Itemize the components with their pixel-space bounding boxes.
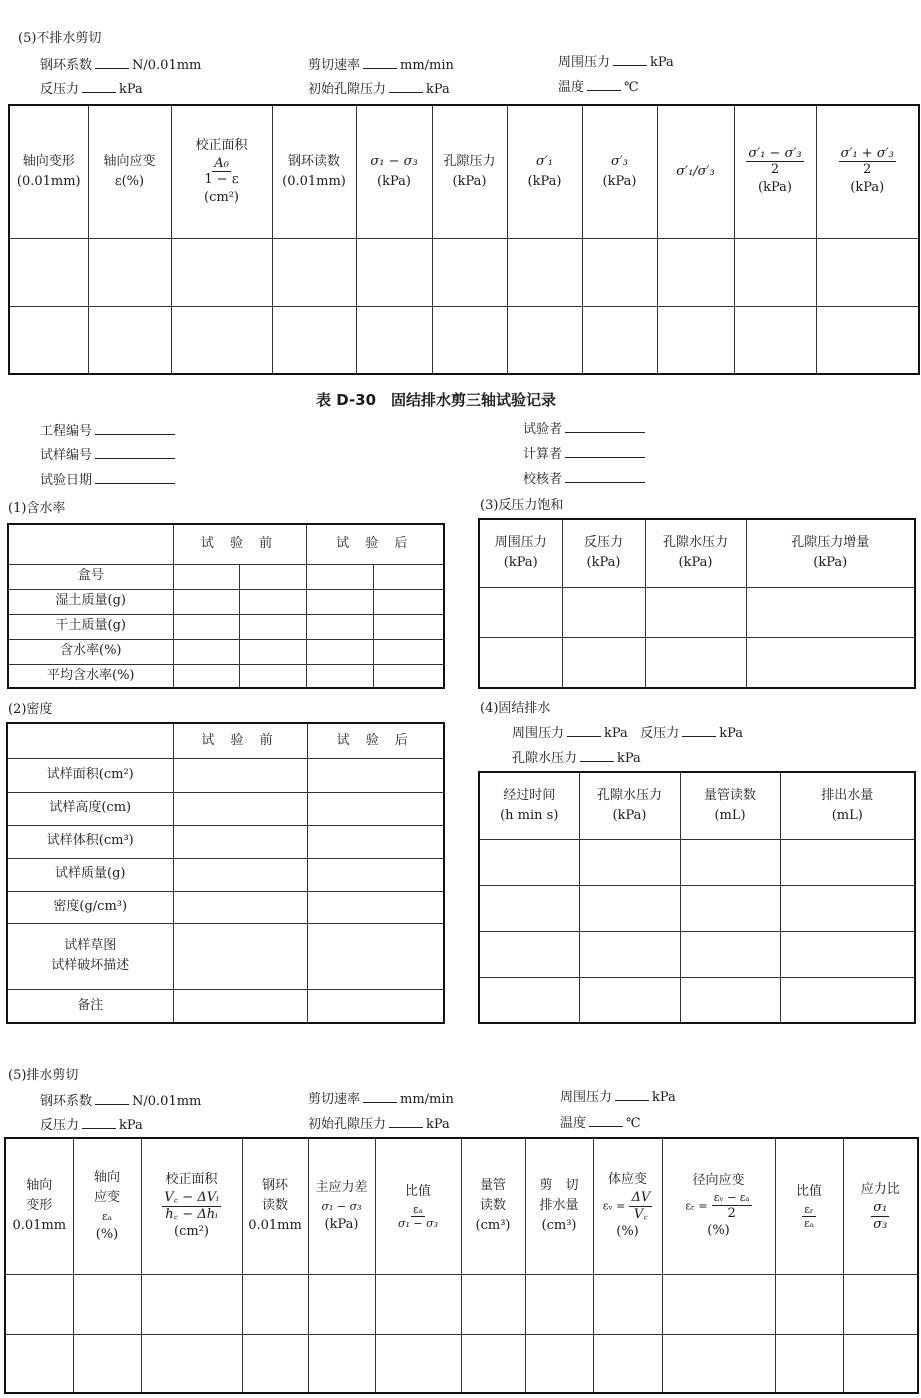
consolidation-pore-unit: kPa bbox=[617, 751, 641, 766]
cell[interactable] bbox=[239, 614, 306, 639]
stress-ratio-formula: $\frac{\text{σ₁}}{\text{σ₃}}$ bbox=[873, 1200, 888, 1232]
cell[interactable] bbox=[73, 1334, 141, 1393]
consolidation-back-blank[interactable] bbox=[682, 725, 716, 737]
col-axial-strain: 轴向 应变 εₐ (%) bbox=[73, 1138, 141, 1274]
cell[interactable] bbox=[373, 589, 444, 614]
drained-ring-coef-param bbox=[40, 1090, 201, 1109]
cell[interactable] bbox=[356, 306, 432, 374]
back-pressure-label: 反压力 bbox=[40, 82, 80, 97]
back-pressure-table bbox=[478, 518, 916, 689]
row-label: 平均含水率(%) bbox=[8, 664, 173, 688]
water-content-table bbox=[7, 523, 445, 689]
cell[interactable] bbox=[88, 306, 171, 374]
cell[interactable] bbox=[562, 587, 645, 637]
consolidation-confining-label: 周围压力 bbox=[512, 726, 565, 741]
col-pore-pressure-increment: 孔隙压力增量 (kPa) bbox=[746, 519, 915, 587]
col-effective-ratio: σ′₁/σ′₃ bbox=[657, 105, 734, 238]
cell[interactable] bbox=[173, 758, 307, 792]
col-pore-water-pressure: 孔隙水压力 (kPa) bbox=[579, 772, 680, 839]
test-date-label: 试验日期 bbox=[40, 473, 93, 488]
undrained-shear-heading: (5)不排水剪切 bbox=[18, 31, 102, 46]
cell[interactable] bbox=[680, 885, 780, 931]
back-pressure-param bbox=[40, 78, 143, 97]
drained-confining-blank[interactable] bbox=[615, 1089, 649, 1101]
water-content-header-row bbox=[8, 524, 444, 564]
density-table bbox=[6, 722, 445, 1024]
col-pore-water-pressure: 孔隙水压力 (kPa) bbox=[645, 519, 746, 587]
cell[interactable] bbox=[88, 238, 171, 306]
col-drained-volume: 排出水量 (mL) bbox=[780, 772, 915, 839]
drained-temperature-blank[interactable] bbox=[589, 1115, 623, 1127]
cell[interactable] bbox=[373, 664, 444, 688]
cell[interactable] bbox=[306, 639, 373, 664]
row-label-remarks: 备注 bbox=[7, 989, 173, 1023]
cell[interactable] bbox=[780, 839, 915, 885]
cell[interactable] bbox=[579, 839, 680, 885]
cell[interactable] bbox=[734, 306, 816, 374]
cell[interactable] bbox=[239, 564, 306, 589]
cell[interactable] bbox=[171, 306, 272, 374]
row-label: 试样质量(g) bbox=[7, 858, 173, 891]
checker-blank[interactable] bbox=[565, 471, 645, 483]
ring-coef-label: 钢环系数 bbox=[40, 58, 93, 73]
row-label: 含水率(%) bbox=[8, 639, 173, 664]
drained-shear-rate-unit: mm/min bbox=[400, 1092, 454, 1107]
table-row bbox=[8, 589, 444, 614]
col-burette-reading: 量管读数 (mL) bbox=[680, 772, 780, 839]
cell[interactable] bbox=[507, 306, 582, 374]
cell[interactable] bbox=[307, 858, 444, 891]
cell[interactable] bbox=[173, 891, 307, 923]
cell[interactable] bbox=[461, 1274, 525, 1334]
cell[interactable] bbox=[775, 1334, 843, 1393]
checker-label: 校核者 bbox=[523, 472, 563, 487]
cell[interactable] bbox=[171, 238, 272, 306]
cell[interactable] bbox=[373, 564, 444, 589]
back-pressure-blank[interactable] bbox=[82, 81, 116, 93]
strain-stress-ratio-formula: $\frac{\text{εₐ}}{\text{σ₁ − σ₃}}$ bbox=[397, 1202, 439, 1230]
shear-rate-label: 剪切速率 bbox=[308, 58, 361, 73]
table-row bbox=[479, 637, 915, 688]
cell[interactable] bbox=[239, 589, 306, 614]
checker-field bbox=[523, 468, 648, 487]
col-pore-pressure: 孔隙压力 (kPa) bbox=[432, 105, 507, 238]
table-row bbox=[479, 839, 915, 885]
cell[interactable] bbox=[307, 891, 444, 923]
col-deviator-stress: 主应力差 σ₁ − σ₃ (kPa) bbox=[308, 1138, 375, 1274]
cell[interactable] bbox=[373, 614, 444, 639]
shear-rate-param bbox=[308, 54, 454, 73]
drained-init-pore-param bbox=[308, 1113, 450, 1132]
consolidation-pore-param bbox=[512, 747, 641, 766]
page-title: 表 D-30 固结排水剪三轴试验记录 bbox=[316, 391, 557, 409]
init-pore-blank[interactable] bbox=[389, 81, 423, 93]
cell[interactable] bbox=[141, 1274, 242, 1334]
table-row bbox=[479, 977, 915, 1023]
cell[interactable] bbox=[479, 637, 562, 688]
cell[interactable] bbox=[306, 664, 373, 688]
init-pore-param bbox=[308, 78, 450, 97]
cell[interactable] bbox=[173, 589, 239, 614]
col-axial-deformation: 轴向 变形 0.01mm bbox=[5, 1138, 73, 1274]
col-back-pressure: 反压力 (kPa) bbox=[562, 519, 645, 587]
undrained-header-row bbox=[9, 105, 919, 238]
cell[interactable] bbox=[173, 792, 307, 825]
temperature-blank[interactable] bbox=[587, 79, 621, 91]
row-label: 湿土质量(g) bbox=[8, 589, 173, 614]
cell[interactable] bbox=[373, 639, 444, 664]
cell[interactable] bbox=[734, 238, 816, 306]
drained-back-pressure-unit: kPa bbox=[119, 1118, 143, 1133]
col-stress-ratio: 应力比 $\frac{\text{σ₁}}{\text{σ₃}}$ bbox=[843, 1138, 918, 1274]
consolidation-pressure-params bbox=[512, 722, 743, 741]
row-label-sketch: 试样草图 试样破坏描述 bbox=[7, 923, 173, 989]
table-row bbox=[7, 989, 444, 1023]
after-test-header: 试 验 后 bbox=[306, 524, 444, 564]
col-strain-stress-ratio: 比值 $\frac{\text{εₐ}}{\text{σ₁ − σ₃}}$ bbox=[375, 1138, 461, 1274]
cell[interactable] bbox=[308, 1334, 375, 1393]
table-row bbox=[7, 825, 444, 858]
cell[interactable] bbox=[356, 238, 432, 306]
table-row bbox=[9, 306, 919, 374]
cell[interactable] bbox=[746, 637, 915, 688]
cell[interactable] bbox=[306, 564, 373, 589]
cell[interactable] bbox=[5, 1334, 73, 1393]
col-corrected-area: 校正面积 $\frac{\text{V꜀ − ΔVᵢ}}{\text{h꜀ − Δhᵢ}}$ (cm²) bbox=[141, 1138, 242, 1274]
cell[interactable] bbox=[680, 977, 780, 1023]
consolidation-confining-unit: kPa bbox=[604, 726, 628, 741]
cell[interactable] bbox=[780, 885, 915, 931]
col-deviator-stress: σ₁ − σ₃ (kPa) bbox=[356, 105, 432, 238]
cell[interactable] bbox=[242, 1274, 308, 1334]
cell[interactable] bbox=[9, 306, 88, 374]
ring-coef-unit: N/0.01mm bbox=[132, 58, 202, 73]
before-test-header: 试 验 前 bbox=[173, 723, 307, 758]
cell[interactable] bbox=[173, 614, 239, 639]
ring-coef-blank[interactable] bbox=[95, 57, 129, 69]
calculator-field bbox=[523, 443, 648, 462]
cell[interactable] bbox=[680, 931, 780, 977]
col-corrected-area: 校正面积 $\frac{\text{A₀}}{1 - \varepsilon}$ (cm²) bbox=[171, 105, 272, 238]
cell[interactable] bbox=[479, 587, 562, 637]
corrected-area-formula: $\frac{\text{A₀}}{1 - \varepsilon}$ bbox=[204, 155, 239, 188]
cell[interactable] bbox=[173, 664, 239, 688]
cell[interactable] bbox=[479, 931, 579, 977]
sample-no-field bbox=[40, 444, 178, 463]
test-date-blank[interactable] bbox=[95, 472, 175, 484]
cell[interactable] bbox=[242, 1334, 308, 1393]
sample-no-label: 试样编号 bbox=[40, 448, 93, 463]
cell[interactable] bbox=[657, 306, 734, 374]
cell[interactable] bbox=[657, 238, 734, 306]
drained-back-pressure-label: 反压力 bbox=[40, 1118, 80, 1133]
drained-init-pore-blank[interactable] bbox=[389, 1116, 423, 1128]
col-shear-drainage: 剪 切 排水量 (cm³) bbox=[525, 1138, 593, 1274]
table-row bbox=[5, 1274, 918, 1334]
consolidation-back-unit: kPa bbox=[719, 726, 744, 741]
confining-label: 周围压力 bbox=[558, 55, 611, 70]
cell[interactable] bbox=[582, 306, 657, 374]
table-row bbox=[7, 858, 444, 891]
cell[interactable] bbox=[432, 238, 507, 306]
drained-shear-heading: (5)排水剪切 bbox=[8, 1068, 79, 1083]
temperature-label: 温度 bbox=[558, 80, 585, 95]
col-elapsed-time: 经过时间 (h min s) bbox=[479, 772, 579, 839]
cell[interactable] bbox=[593, 1274, 662, 1334]
cell[interactable] bbox=[375, 1274, 461, 1334]
drained-confining-unit: kPa bbox=[652, 1090, 676, 1105]
test-date-field bbox=[40, 469, 178, 488]
cell[interactable] bbox=[9, 238, 88, 306]
col-axial-strain: 轴向应变 ε(%) bbox=[88, 105, 171, 238]
table-row bbox=[7, 792, 444, 825]
confining-blank[interactable] bbox=[613, 54, 647, 66]
cell[interactable] bbox=[593, 1334, 662, 1393]
cell[interactable] bbox=[775, 1274, 843, 1334]
cell[interactable] bbox=[306, 614, 373, 639]
col-burette-reading: 量管 读数 (cm³) bbox=[461, 1138, 525, 1274]
cell[interactable] bbox=[579, 931, 680, 977]
cell[interactable] bbox=[173, 923, 307, 989]
shear-rate-blank[interactable] bbox=[363, 57, 397, 69]
cell[interactable] bbox=[272, 306, 356, 374]
cell[interactable] bbox=[662, 1274, 775, 1334]
table-row bbox=[5, 1334, 918, 1393]
cell[interactable] bbox=[645, 637, 746, 688]
table-row bbox=[8, 614, 444, 639]
undrained-shear-table bbox=[8, 104, 920, 375]
tester-blank[interactable] bbox=[565, 421, 645, 433]
cell[interactable] bbox=[780, 931, 915, 977]
project-no-label: 工程编号 bbox=[40, 424, 93, 439]
corner-cell bbox=[7, 723, 173, 758]
cell[interactable] bbox=[843, 1334, 918, 1393]
cell[interactable] bbox=[479, 977, 579, 1023]
table-row bbox=[479, 931, 915, 977]
cell[interactable] bbox=[307, 792, 444, 825]
consolidation-heading: (4)固结排水 bbox=[480, 701, 551, 716]
tester-label: 试验者 bbox=[523, 422, 563, 437]
cell[interactable] bbox=[141, 1334, 242, 1393]
cell[interactable] bbox=[306, 589, 373, 614]
before-test-header: 试 验 前 bbox=[173, 524, 306, 564]
project-no-blank[interactable] bbox=[95, 423, 175, 435]
cell[interactable] bbox=[307, 758, 444, 792]
cell[interactable] bbox=[461, 1334, 525, 1393]
cell[interactable] bbox=[308, 1274, 375, 1334]
drained-ring-coef-label: 钢环系数 bbox=[40, 1094, 93, 1109]
tester-field bbox=[523, 418, 648, 437]
cell[interactable] bbox=[173, 825, 307, 858]
water-content-heading: (1)含水率 bbox=[8, 501, 66, 516]
table-row bbox=[7, 758, 444, 792]
col-axial-deformation: 轴向变形 (0.01mm) bbox=[9, 105, 88, 238]
cell[interactable] bbox=[173, 989, 307, 1023]
strain-ratio-formula: $\frac{\text{εᵣ}}{\text{εₐ}}$ bbox=[804, 1202, 814, 1230]
cell[interactable] bbox=[816, 306, 919, 374]
drained-back-pressure-param bbox=[40, 1114, 143, 1133]
shear-rate-unit: mm/min bbox=[400, 58, 454, 73]
density-heading: (2)密度 bbox=[8, 702, 53, 717]
cell[interactable] bbox=[173, 639, 239, 664]
col-radial-strain: 径向应变 εᵣ = $\frac{\text{εᵥ − εₐ}}{2}$ (%) bbox=[662, 1138, 775, 1274]
after-test-header: 试 验 后 bbox=[307, 723, 444, 758]
drained-confining-param bbox=[560, 1086, 676, 1105]
temperature-unit: ℃ bbox=[624, 80, 639, 95]
drained-ring-coef-blank[interactable] bbox=[95, 1093, 129, 1105]
table-row bbox=[8, 639, 444, 664]
consolidation-pore-label: 孔隙水压力 bbox=[512, 751, 578, 766]
row-label: 试样体积(cm³) bbox=[7, 825, 173, 858]
drained-shear-table bbox=[4, 1137, 919, 1394]
row-label: 干土质量(g) bbox=[8, 614, 173, 639]
cell[interactable] bbox=[579, 977, 680, 1023]
half-sum-formula: $\frac{\text{σ′₁ + σ′₃}}{2}$ bbox=[840, 145, 894, 178]
back-pressure-heading: (3)反压力饱和 bbox=[480, 498, 564, 513]
row-label: 试样面积(cm²) bbox=[7, 758, 173, 792]
drained-temperature-unit: ℃ bbox=[626, 1116, 641, 1131]
half-difference-formula: $\frac{\text{σ′₁ − σ′₃}}{2}$ bbox=[748, 145, 802, 178]
consolidation-confining-blank[interactable] bbox=[567, 725, 601, 737]
drained-init-pore-unit: kPa bbox=[426, 1117, 450, 1132]
back-pressure-unit: kPa bbox=[119, 82, 143, 97]
col-effective-sigma3: σ′₃ (kPa) bbox=[582, 105, 657, 238]
consolidation-table bbox=[478, 771, 916, 1024]
cell[interactable] bbox=[272, 238, 356, 306]
drained-shear-rate-param bbox=[308, 1088, 454, 1107]
cell[interactable] bbox=[239, 664, 306, 688]
init-pore-label: 初始孔隙压力 bbox=[308, 82, 387, 97]
radial-strain-formula: $\frac{\text{εᵥ − εₐ}}{2}$ bbox=[713, 1191, 750, 1221]
cell[interactable] bbox=[562, 637, 645, 688]
cell[interactable] bbox=[645, 587, 746, 637]
table-row bbox=[7, 923, 444, 989]
init-pore-unit: kPa bbox=[426, 82, 450, 97]
table-row bbox=[8, 564, 444, 589]
drained-header-row bbox=[5, 1138, 918, 1274]
volumetric-strain-formula: $\frac{\Delta V}{V꜀}$ bbox=[631, 1190, 651, 1222]
table-row bbox=[479, 587, 915, 637]
cell[interactable] bbox=[173, 564, 239, 589]
cell[interactable] bbox=[746, 587, 915, 637]
cell[interactable] bbox=[5, 1274, 73, 1334]
consolidation-back-label: 反压力 bbox=[640, 726, 680, 741]
calculator-label: 计算者 bbox=[523, 447, 563, 462]
drained-back-pressure-blank[interactable] bbox=[82, 1117, 116, 1129]
cell[interactable] bbox=[780, 977, 915, 1023]
cell[interactable] bbox=[816, 238, 919, 306]
cell[interactable] bbox=[507, 238, 582, 306]
drained-shear-rate-blank[interactable] bbox=[363, 1091, 397, 1103]
cell[interactable] bbox=[525, 1274, 593, 1334]
row-label: 盒号 bbox=[8, 564, 173, 589]
row-label: 密度(g/cm³) bbox=[7, 891, 173, 923]
col-effective-sigma1: σ′₁ (kPa) bbox=[507, 105, 582, 238]
col-volumetric-strain: 体应变 εᵥ = $\frac{\Delta V}{V꜀}$ (%) bbox=[593, 1138, 662, 1274]
drained-confining-label: 周围压力 bbox=[560, 1090, 613, 1105]
col-strain-ratio: 比值 $\frac{\text{εᵣ}}{\text{εₐ}}$ bbox=[775, 1138, 843, 1274]
cell[interactable] bbox=[307, 825, 444, 858]
cell[interactable] bbox=[73, 1274, 141, 1334]
drained-temperature-label: 温度 bbox=[560, 1116, 587, 1131]
cell[interactable] bbox=[479, 839, 579, 885]
cell[interactable] bbox=[525, 1334, 593, 1393]
project-no-field bbox=[40, 420, 178, 439]
cell[interactable] bbox=[375, 1334, 461, 1393]
corrected-area-formula: $\frac{\text{V꜀ − ΔVᵢ}}{\text{h꜀ − Δhᵢ}}$ bbox=[164, 1190, 219, 1222]
cell[interactable] bbox=[307, 923, 444, 989]
calculator-blank[interactable] bbox=[565, 446, 645, 458]
cell[interactable] bbox=[173, 858, 307, 891]
drained-shear-rate-label: 剪切速率 bbox=[308, 1092, 361, 1107]
cell[interactable] bbox=[680, 839, 780, 885]
cell[interactable] bbox=[432, 306, 507, 374]
cell[interactable] bbox=[662, 1334, 775, 1393]
col-confining-pressure: 周围压力 (kPa) bbox=[479, 519, 562, 587]
corner-cell bbox=[8, 524, 173, 564]
confining-unit: kPa bbox=[650, 55, 674, 70]
drained-ring-coef-unit: N/0.01mm bbox=[132, 1094, 202, 1109]
table-row bbox=[9, 238, 919, 306]
back-pressure-header-row bbox=[479, 519, 915, 587]
cell[interactable] bbox=[843, 1274, 918, 1334]
table-row bbox=[479, 885, 915, 931]
ring-coef-param bbox=[40, 54, 201, 73]
table-row bbox=[7, 891, 444, 923]
sample-no-blank[interactable] bbox=[95, 447, 175, 459]
col-ring-reading: 钢环读数 (0.01mm) bbox=[272, 105, 356, 238]
cell[interactable] bbox=[479, 885, 579, 931]
consolidation-header-row bbox=[479, 772, 915, 839]
row-label: 试样高度(cm) bbox=[7, 792, 173, 825]
cell[interactable] bbox=[307, 989, 444, 1023]
col-half-difference: $\frac{\text{σ′₁ − σ′₃}}{2}$ (kPa) bbox=[734, 105, 816, 238]
drained-init-pore-label: 初始孔隙压力 bbox=[308, 1117, 387, 1132]
temperature-param bbox=[558, 76, 639, 95]
col-ring-reading: 钢环 读数 0.01mm bbox=[242, 1138, 308, 1274]
col-half-sum: $\frac{\text{σ′₁ + σ′₃}}{2}$ (kPa) bbox=[816, 105, 919, 238]
drained-temperature-param bbox=[560, 1112, 641, 1131]
density-header-row bbox=[7, 723, 444, 758]
table-row bbox=[8, 664, 444, 688]
cell[interactable] bbox=[582, 238, 657, 306]
consolidation-pore-blank[interactable] bbox=[580, 750, 614, 762]
cell[interactable] bbox=[579, 885, 680, 931]
cell[interactable] bbox=[239, 639, 306, 664]
confining-param bbox=[558, 51, 674, 70]
